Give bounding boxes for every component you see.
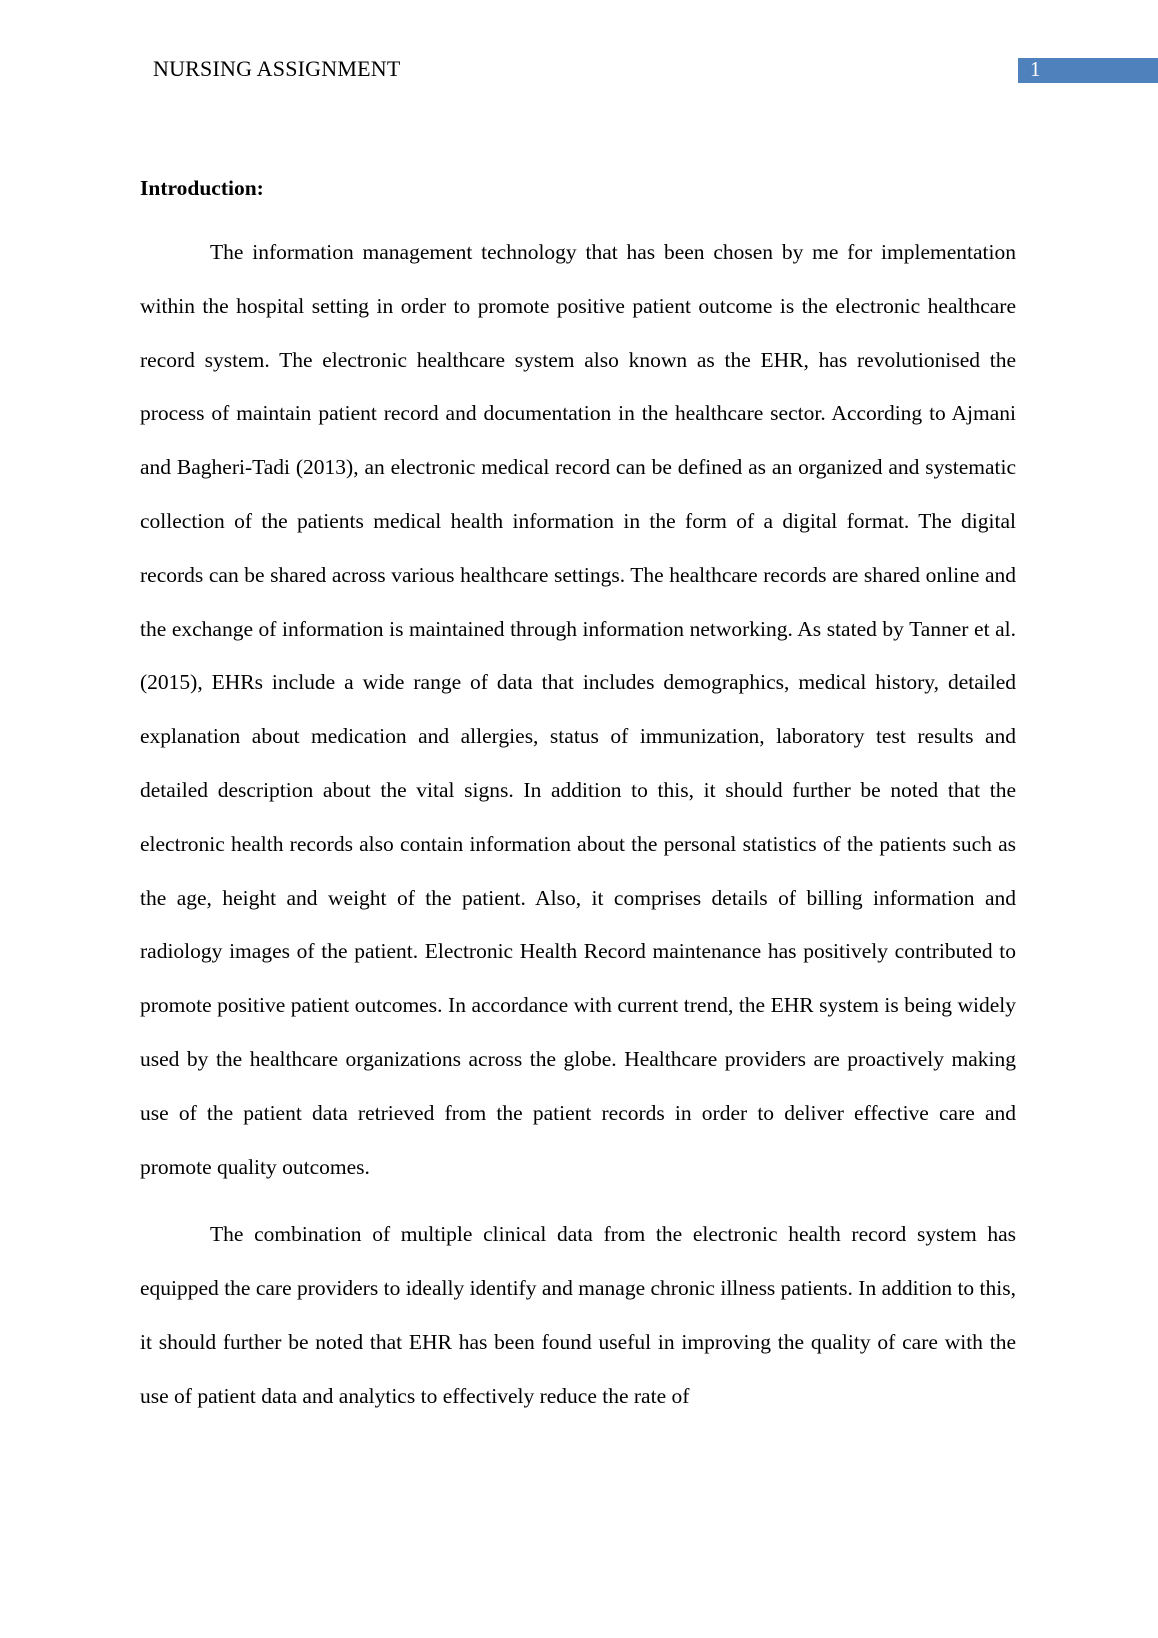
paragraph-2: The combination of multiple clinical data from the electronic health record system has equipped the care providers to ideally identify and manage chronic illness patients. In addition to this, it should further be noted that EHR has been found useful in improving the quality of care with the use of patient data and analytics to effectively reduce the rate of [140,1222,1016,1408]
page-number: 1 [1030,57,1041,81]
running-header-title: NURSING ASSIGNMENT [153,56,401,81]
document-body [140,172,1016,1438]
paragraph-1: The information management technology that has been chosen by me for implementation within the hospital setting in order to promote positive patient outcome is the electronic healthcare record system. The electronic healthcare system also known as the EHR, has revolutionised the process of maintain patient record and documentation in the healthcare sector. According to Ajmani and Bagheri-Tadi (2013), an electronic medical record can be defined as an organized and systematic collection of the patients medical health information in the form of a digital format. The digital records can be shared across various healthcare settings. The healthcare records are shared online and the exchange of information is maintained through information networking. As stated by Tanner et al. (2015), EHRs include a wide range of data that includes demographics, medical history, detailed explanation about medication and allergies, status of immunization, laboratory test results and detailed description about the vital signs. In addition to this, it should further be noted that the electronic health records also contain information about the personal statistics of the patients such as the age, height and weight of the patient. Also, it comprises details of billing information and radiology images of the patient. Electronic Health Record maintenance has positively contributed to promote positive patient outcomes. In accordance with current trend, the EHR system is being widely used by the healthcare organizations across the globe. Healthcare providers are proactively making use of the patient data retrieved from the patient records in order to deliver effective care and promote quality outcomes. [140,240,1016,1179]
page-number-box [1018,58,1158,83]
section-heading: Introduction: [140,176,264,200]
